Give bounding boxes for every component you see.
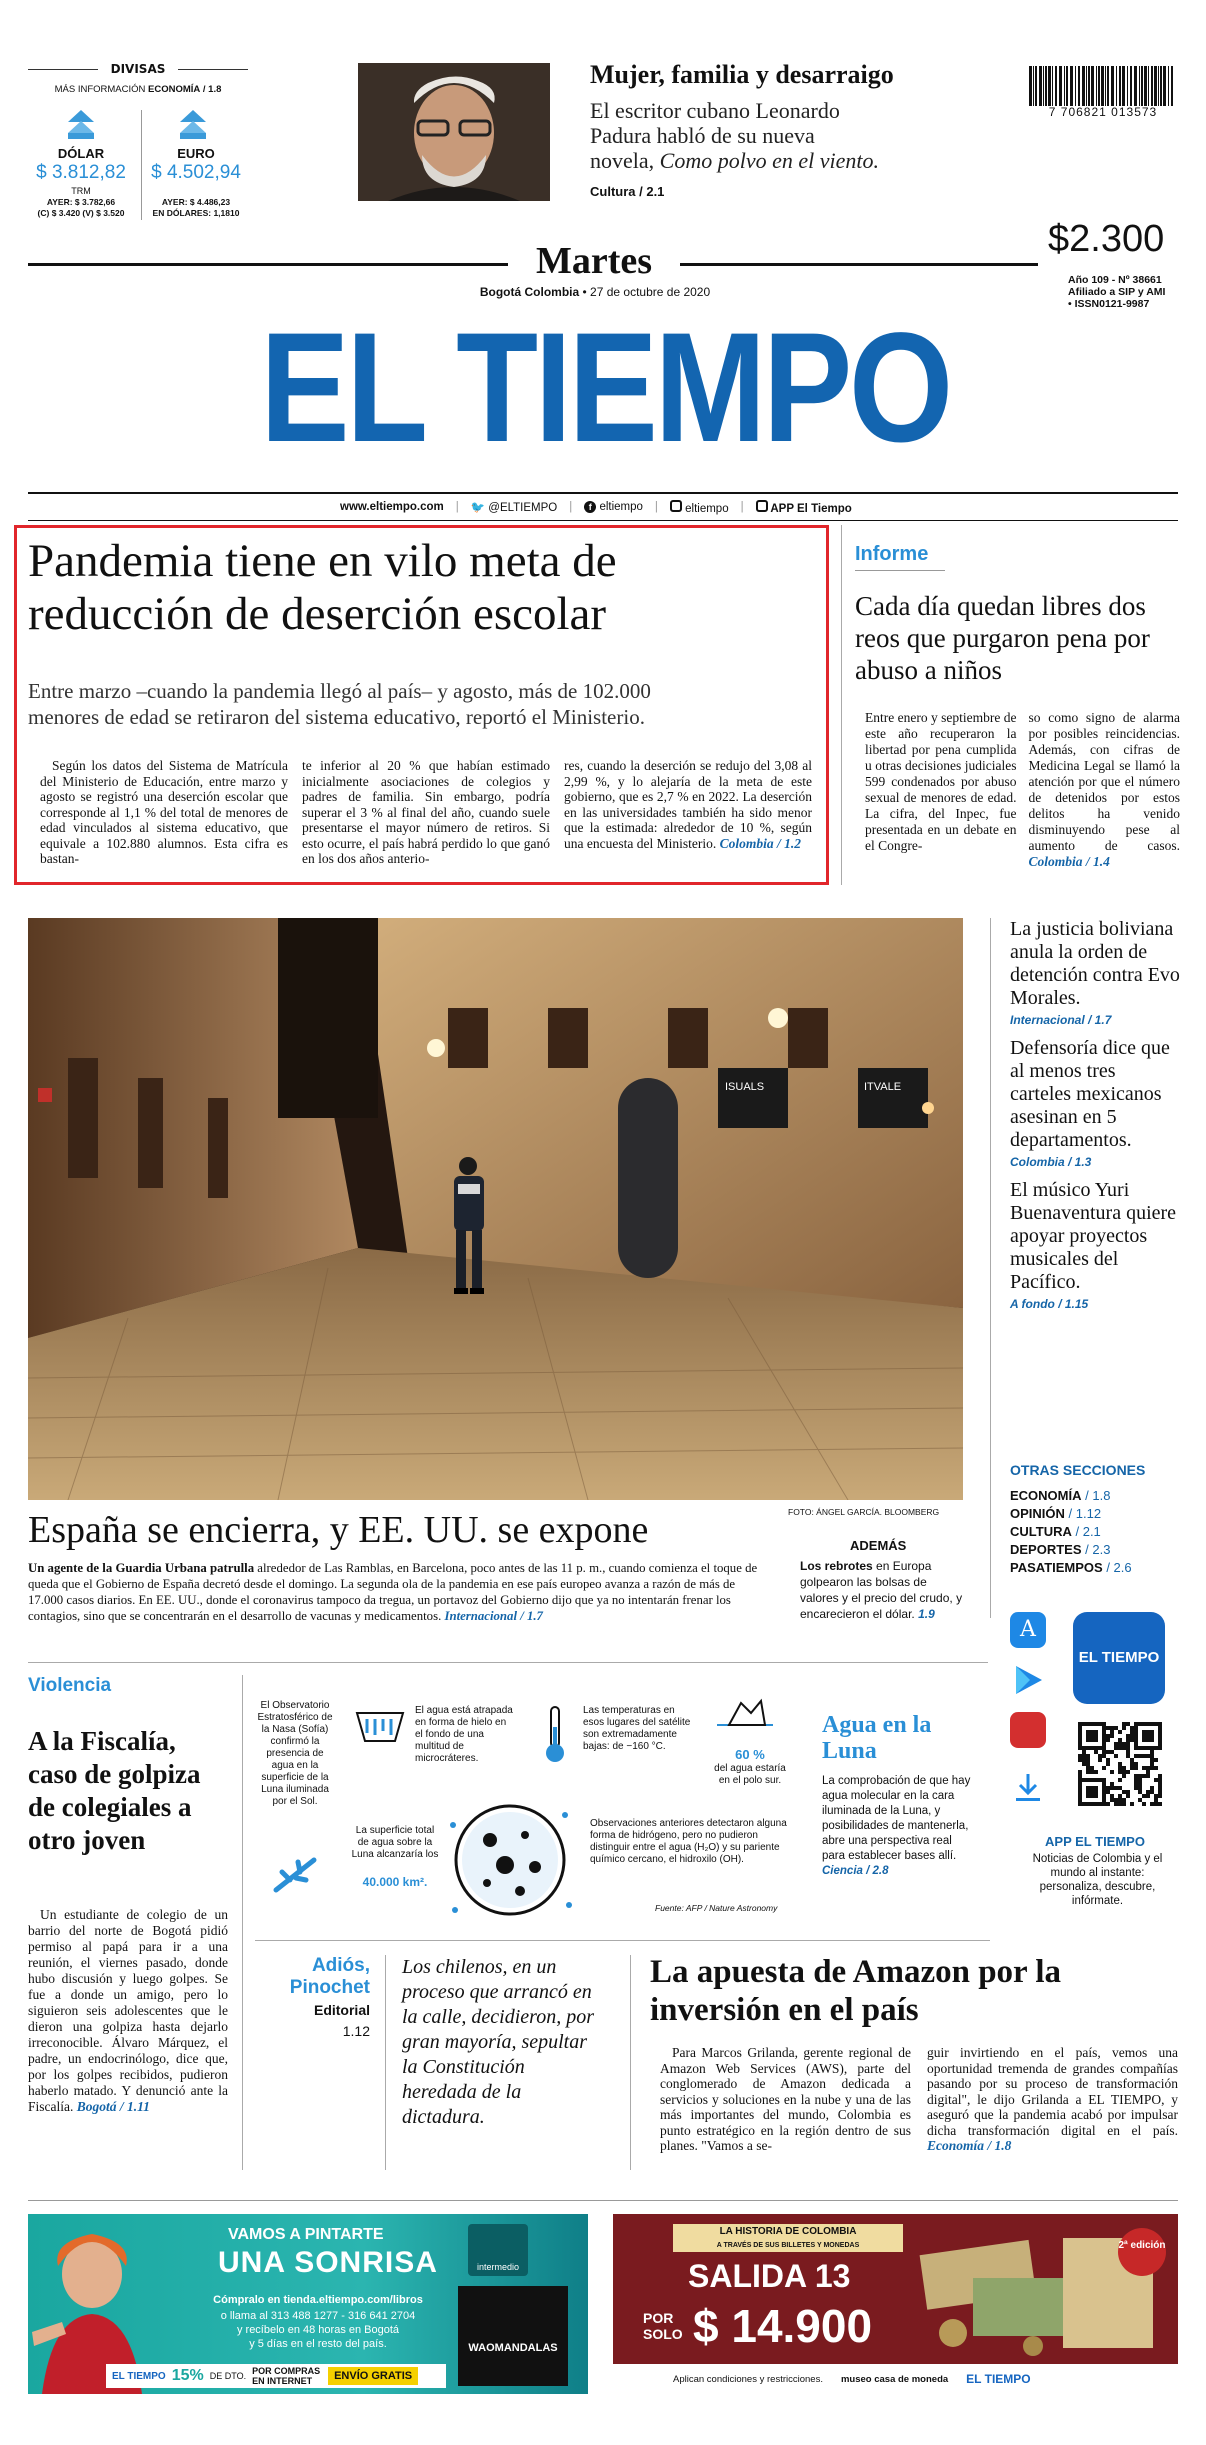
informe-body	[865, 710, 1180, 870]
dollar-trm: TRM	[71, 186, 91, 196]
moon-icon	[445, 1795, 575, 1925]
photo-credit: FOTO: ÁNGEL GARCÍA. BLOOMBERG	[788, 1507, 940, 1517]
shop-sign-1: ISUALS	[725, 1081, 765, 1093]
play-store-icon[interactable]	[1010, 1662, 1046, 1698]
otras-title: OTRAS SECCIONES	[1010, 1462, 1146, 1478]
instagram-link[interactable]: eltiempo	[670, 500, 729, 515]
euro-dollars: EN DÓLARES: 1,1810	[152, 208, 240, 218]
violencia-body: Un estudiante de colegio de un barrio del norte de Bogotá pidió permiso al papá para ir a una reunión, el viernes pasado, donde hubo discusión y luego golpes. Se fue a donde un amigo, pero lo siguieron seis adolescentes que le dieron una golpiza hasta dejarlo irreconocible. Álvaro Márquez, el padre, un endocrinólogo, dice que, por los golpes recibidos, pudieron haberlo matado. Y denunció ante la Fiscalía. Bogotá / 1.11	[28, 1907, 228, 2114]
book-cover: WAOMANDALAS	[458, 2286, 568, 2386]
website-link[interactable]: www.eltiempo.com	[340, 501, 444, 513]
app-icon	[756, 500, 768, 512]
instagram-icon	[670, 500, 682, 512]
dollar-label: DÓLAR	[57, 146, 105, 161]
lead-deck: Entre marzo –cuando la pandemia llegó al país– y agosto, más de 102.000 menores de edad se retiraron del sistema educativo, reportó el Ministerio.	[28, 679, 651, 729]
qr-code[interactable]	[1078, 1722, 1162, 1806]
currency-title: DIVISAS	[110, 62, 166, 76]
app-logo[interactable]: EL TIEMPO	[1073, 1612, 1165, 1704]
up-arrow-icon	[66, 108, 96, 140]
editorial-page[interactable]: 1.12	[342, 2023, 370, 2039]
informe-headline[interactable]: Cada día quedan libres dos reos que purgaron pena por abuso a niños	[855, 591, 1150, 685]
ademas-ref[interactable]: 1.9	[918, 1607, 935, 1621]
logo[interactable]: EL TIEMPO	[260, 301, 950, 475]
teaser-text: El escritor cubano Leonardo Padura habló de su nueva novela, Como polvo en el viento.	[590, 98, 879, 173]
app-link[interactable]: APP El Tiempo	[756, 500, 852, 515]
main-photo[interactable]	[28, 918, 963, 1500]
up-arrow-icon	[178, 108, 208, 140]
ice-icon	[355, 1705, 405, 1745]
euro-label: EURO	[177, 146, 215, 161]
photo-headline[interactable]: España se encierra, y EE. UU. se expone	[28, 1509, 649, 1551]
twitter-icon: 🐦	[470, 502, 486, 514]
ad-historia[interactable]: LA HISTORIA DE COLOMBIA A TRAVÉS DE SUS BILLETES Y MONEDAS SALIDA 13 POR SOLO $ 14.900 2ª edición Aplican condiciones y restricciones. museo casa de moneda EL TIEMPO	[613, 2214, 1178, 2394]
facebook-icon: f	[584, 501, 596, 513]
otras-item[interactable]: DEPORTES / 2.3	[1010, 1542, 1111, 1557]
violencia-ref[interactable]: Bogotá / 1.11	[76, 2099, 150, 2114]
infographic: El Observatorio Estratosférico de la Nasa (Sofía) confirmó la presencia de agua en la superficie de la Luna iluminada por el Sol. El agua está atrapada en forma de hielo en el fondo de una multitud de microcráteres. Las temperaturas en esos lugares del satélite son extremadamente bajas: de −160 °C. 60 % del agua estaría en el polo sur. La superficie total de agua sobre la Luna alcanzaría los 40.000 km². Observaciones anteriores detectaron alguna forma de hidrógeno, pero no pudieron distinguir entre el agua (H₂O) y su pariente químico cercano, el hidroxilo (OH). Fuente: AFP / Nature Astronomy	[255, 1675, 815, 1925]
informe-col-2: so como signo de alarma por posibles reincidencias. Además, con cifras de Medicina Legal se llamó la atención por que el número de detenidos por estos delitos ha venido disminuyendo pese al aumento de casos. Colombia / 1.4	[1028, 710, 1180, 869]
photo-ref[interactable]: Internacional / 1.7	[444, 1609, 543, 1623]
amazon-ref[interactable]: Economía / 1.8	[927, 2138, 1012, 2153]
informe-ref[interactable]: Colombia / 1.4	[1028, 854, 1110, 869]
lead-col-1: Según los datos del Sistema de Matrícula del Ministerio de Educación, entre marzo y agosto se registró una deserción escolar que corresponde al 1,1 % del total de menores de edad vinculados al sistema educativo, que equivale a 102.880 alumnos. Esta cifra es bastan-	[40, 758, 288, 866]
informe-col-1: Entre enero y septiembre de este año recuperaron la libertad por pena cumplida u otras decisiones judiciales 599 condenados por abuso sexual de menores de edad. La cifra, del Inpec, fue presentada en un debate en el Congre-	[865, 710, 1017, 853]
agua-headline[interactable]: Agua en la Luna	[822, 1712, 932, 1764]
otras-item[interactable]: CULTURA / 2.1	[1010, 1524, 1101, 1539]
ad1-footer: EL TIEMPO 15% DE DTO. POR COMPRAS EN INTERNET ENVÍO GRATIS	[106, 2364, 446, 2388]
iceberg-icon	[715, 1697, 775, 1742]
lead-col-2: te inferior al 20 % que habían estimado inicialmente asociaciones de colegios y padres de familia. Sin embargo, podría superar el 3 % al final del año, cuando suele presentarse el mayor número de retiros. Si esto ocurre, el país habrá perdido lo que ganó en los dos años anterio-	[302, 758, 550, 866]
ad2-header: LA HISTORIA DE COLOMBIA A TRAVÉS DE SUS BILLETES Y MONEDAS	[673, 2224, 903, 2252]
teaser-section[interactable]: Cultura / 2.1	[590, 184, 665, 199]
teaser-headline[interactable]: Mujer, familia y desarraigo	[590, 60, 894, 89]
airplane-icon	[270, 1850, 320, 1900]
currency-box	[28, 62, 248, 237]
amazon-col-1: Para Marcos Grilanda, gerente regional de Amazon Web Services (AWS), parte del conglomerado de Amazon dedicada a servicios y soluciones en la nube y una de las más importantes del mundo, Colombia es punto estratégico en la región dentro de sus planes. "Vamos a se-	[660, 2045, 911, 2153]
lead-col-3: res, cuando la deserción se redujo del 3,08 al 2,99 %, y lo alejaría de la meta de este gobierno, que es 2,7 % en 2022. La deserción en las universidades también ha sido menor que la estimada: alrededor de 10 %, según una encuesta del Ministerio. Colombia / 1.2	[564, 758, 812, 851]
intermedio-logo: intermedio	[468, 2224, 528, 2276]
ad2-footer: Aplican condiciones y restricciones. museo casa de moneda EL TIEMPO	[613, 2364, 1178, 2394]
agua-ref[interactable]: Ciencia / 2.8	[822, 1865, 889, 1877]
ad-intermedio[interactable]: VAMOS A PINTARTE UNA SONRISA Cómpralo en tienda.eltiempo.com/libros o llama al 313 488 1277 - 316 641 2704 y recíbelo en 48 horas en Bogotá y 5 días en el resto del país. intermedio WAOMANDALAS EL TIEMPO 15% DE DTO. POR COMPRAS EN INTERNET ENVÍO GRATIS	[28, 2214, 588, 2394]
masthead-meta: Año 109 - Nº 38661 Afiliado a SIP y AMI • ISSN0121-9987	[1068, 274, 1166, 310]
shop-sign-2: ITVALE	[864, 1081, 902, 1093]
amazon-headline[interactable]: La apuesta de Amazon por la inversión en el país	[650, 1954, 1062, 2028]
masthead-date: Bogotá Colombia • 27 de octubre de 2020	[479, 285, 711, 299]
side-news-item[interactable]: El músico Yuri Buenaventura quiere apoyar proyectos musicales del Pacífico. A fondo / 1.15	[1010, 1179, 1177, 1311]
photo-caption: Un agente de la Guardia Urbana patrulla alrededor de Las Ramblas, en Barcelona, poco antes de las 11 p. m., cuando comienza el toque de queda que el Gobierno de España decretó desde el domingo. La segunda ola de la pandemia en ese país europeo avanza a razón de más de 17.000 casos diarios. En EE. UU., donde el coronavirus tampoco da tregua, un portavoz del Gobierno dijo que ya no intentarán frenar los contagios, sino que se concentrarán en el desarrollo de vacunas y medicamentos. Internacional / 1.7	[28, 1561, 758, 1623]
ademas-body: Los rebrotes en Europa golpearon las bolsas de valores y el precio del crudo, y encarecieron el dólar. 1.9	[800, 1559, 963, 1621]
barcode	[1027, 66, 1177, 106]
dollar-prev: AYER: $ 3.782,66	[46, 197, 116, 207]
lead-ref[interactable]: Colombia / 1.2	[719, 835, 801, 851]
side-news	[1010, 918, 1180, 1321]
app-text: Noticias de Colombia y el mundo al instante: personaliza, descubre, infórmate.	[1032, 1853, 1163, 1907]
lead-headline[interactable]: Pandemia tiene en vilo meta de reducción de deserción escolar	[28, 535, 617, 640]
dollar-value: $ 3.812,82	[36, 162, 126, 183]
thermometer-icon	[540, 1705, 570, 1765]
otras-item[interactable]: PASATIEMPOS / 2.6	[1010, 1560, 1132, 1575]
euro-prev: AYER: $ 4.486,23	[161, 197, 231, 207]
ademas-title: ADEMÁS	[850, 1538, 907, 1553]
app-title: APP EL TIEMPO	[1045, 1834, 1145, 1849]
masthead-day: Martes	[535, 240, 653, 282]
huawei-store-icon[interactable]	[1010, 1712, 1046, 1748]
side-news-item[interactable]: Defensoría dice que al menos tres carteles mexicanos asesinan en 5 departamentos. Colombia / 1.3	[1010, 1037, 1170, 1169]
editorial-quote: Los chilenos, en un proceso que arrancó en la calle, decidieron, por gran mayoría, sepultar la Constitución heredada de la dictadura.	[402, 1956, 594, 2128]
otras-item[interactable]: OPINIÓN / 1.12	[1010, 1506, 1102, 1521]
facebook-link[interactable]: f eltiempo	[584, 501, 643, 513]
teaser-photo[interactable]	[358, 63, 550, 201]
download-icon[interactable]	[1010, 1770, 1046, 1806]
otras-item[interactable]: ECONOMÍA / 1.8	[1010, 1488, 1111, 1503]
violencia-kicker: Violencia	[28, 1675, 112, 1696]
barcode-number: 7 706821 013573	[1048, 105, 1158, 119]
social-bar: www.eltiempo.com | 🐦 @ELTIEMPO | f eltiempo | eltiempo | APP El Tiempo	[340, 501, 852, 515]
informe-kicker: Informe	[855, 543, 929, 565]
dollar-cv: (C) $ 3.420 (V) $ 3.520	[37, 208, 125, 218]
lead-body	[40, 758, 812, 867]
violencia-headline[interactable]: A la Fiscalía, caso de golpiza de colegiales a otro joven	[28, 1726, 201, 1855]
app-store-icon[interactable]: A	[1010, 1612, 1046, 1648]
otras-list	[1010, 1487, 1180, 1577]
side-news-item[interactable]: La justicia boliviana anula la orden de detención contra Evo Morales. Internacional / 1.7	[1010, 918, 1180, 1027]
editorial-title[interactable]: Adiós, Pinochet	[289, 1955, 370, 1998]
amazon-col-2: guir invirtiendo en el país, vemos una oportunidad tremenda de grandes compañías pasando por su proceso de transformación digital", le dijo Grilanda a EL TIEMPO, y aseguró que la pandemia acabó por impulsar dicha transformación digital en el país. Economía / 1.8	[927, 2045, 1178, 2153]
agua-body: La comprobación de que hay agua molecular en la cara iluminada de la Luna, y posibilidades de mantenerla, abre una perspectiva real para establecer bases allí. Ciencia / 2.8	[822, 1775, 971, 1877]
currency-info[interactable]: MÁS INFORMACIÓN ECONOMÍA / 1.8	[54, 84, 222, 95]
twitter-link[interactable]: 🐦 @ELTIEMPO	[470, 502, 558, 514]
editorial-label: Editorial	[313, 2002, 370, 2018]
price: $2.300	[1048, 218, 1165, 260]
amazon-body	[660, 2045, 1178, 2154]
euro-value: $ 4.502,94	[151, 162, 241, 183]
